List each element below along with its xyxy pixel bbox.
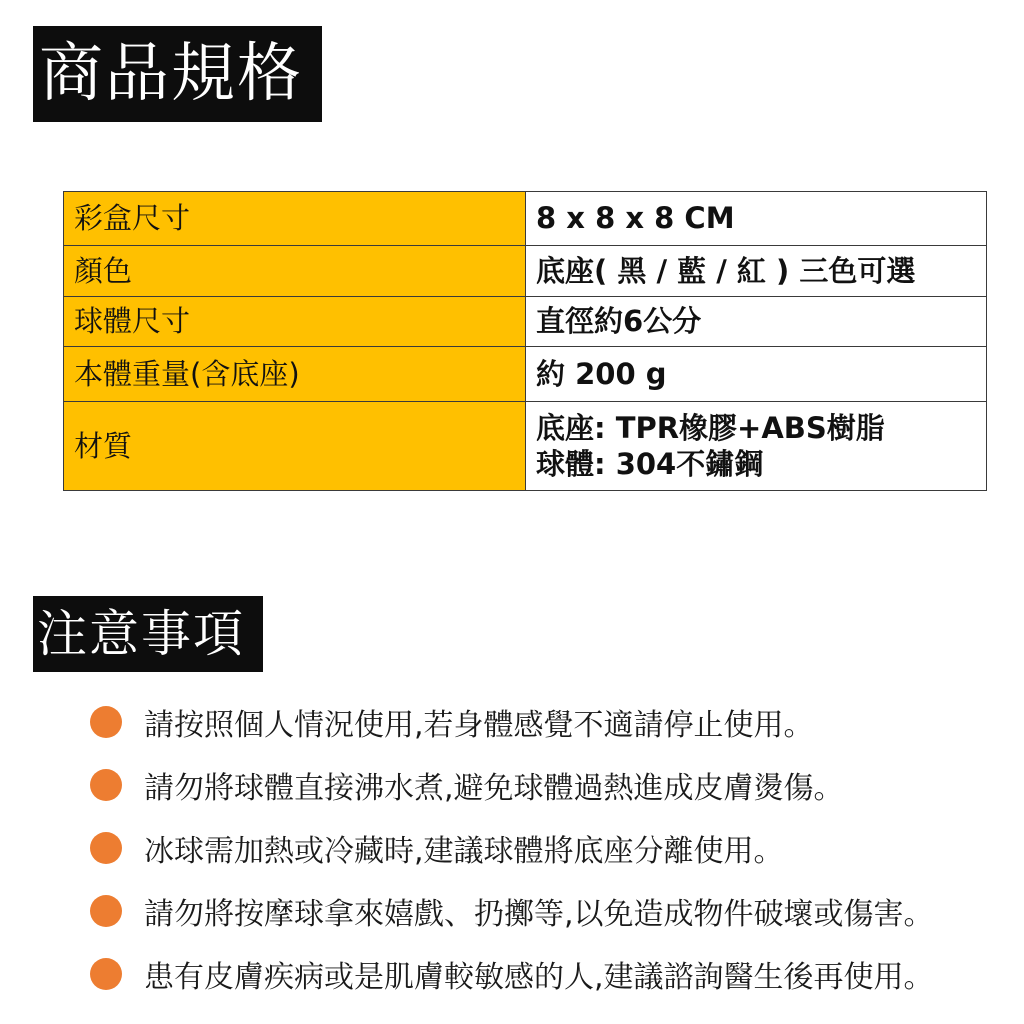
spec-value-line: 球體: 304不鏽鋼 (536, 447, 764, 481)
spec-value-material (526, 402, 987, 491)
spec-value-color (526, 246, 987, 297)
list-item (90, 753, 1020, 816)
table-row (64, 192, 987, 246)
note-text: 冰球需加熱或冷藏時,建議球體將底座分離使用。 (144, 833, 784, 869)
spec-label-box-size: 彩盒尺寸 (64, 192, 526, 246)
spec-label-ball-size: 球體尺寸 (64, 297, 526, 347)
spec-label-color: 顏色 (64, 246, 526, 297)
spec-value-line: 底座( 黑 / 藍 / 紅 ) 三色可選 (536, 253, 916, 288)
spec-value-line: 直徑約6公分 (536, 304, 702, 339)
note-text: 請按照個人情況使用,若身體感覺不適請停止使用。 (144, 707, 814, 743)
list-item (90, 816, 1020, 879)
spec-section-title: 商品規格 (33, 26, 322, 122)
table-row (64, 297, 987, 347)
list-item (90, 942, 1020, 1005)
notes-list (90, 690, 1020, 1005)
list-item (90, 690, 1020, 753)
list-item (90, 879, 1020, 942)
spec-value-line: 約 200 g (536, 356, 667, 391)
spec-value-line: 底座: TPR橡膠+ABS樹脂 (536, 410, 885, 445)
spec-value-line: 8 x 8 x 8 CM (536, 201, 735, 236)
spec-label-weight: 本體重量(含底座) (64, 347, 526, 402)
spec-value-weight (526, 347, 987, 402)
table-row (64, 402, 987, 491)
bullet-dot-icon (90, 706, 122, 738)
spec-table (63, 191, 987, 491)
spec-label-material: 材質 (64, 402, 526, 491)
table-row (64, 347, 987, 402)
note-text: 請勿將球體直接沸水煮,避免球體過熱進成皮膚燙傷。 (144, 770, 844, 806)
note-text: 患有皮膚疾病或是肌膚較敏感的人,建議諮詢醫生後再使用。 (144, 959, 934, 995)
spec-value-box-size (526, 192, 987, 246)
note-text: 請勿將按摩球拿來嬉戲、扔擲等,以免造成物件破壞或傷害。 (144, 896, 934, 932)
notes-section-title: 注意事項 (33, 596, 263, 672)
bullet-dot-icon (90, 895, 122, 927)
spec-value-ball-size (526, 297, 987, 347)
table-row (64, 246, 987, 297)
bullet-dot-icon (90, 769, 122, 801)
bullet-dot-icon (90, 832, 122, 864)
bullet-dot-icon (90, 958, 122, 990)
